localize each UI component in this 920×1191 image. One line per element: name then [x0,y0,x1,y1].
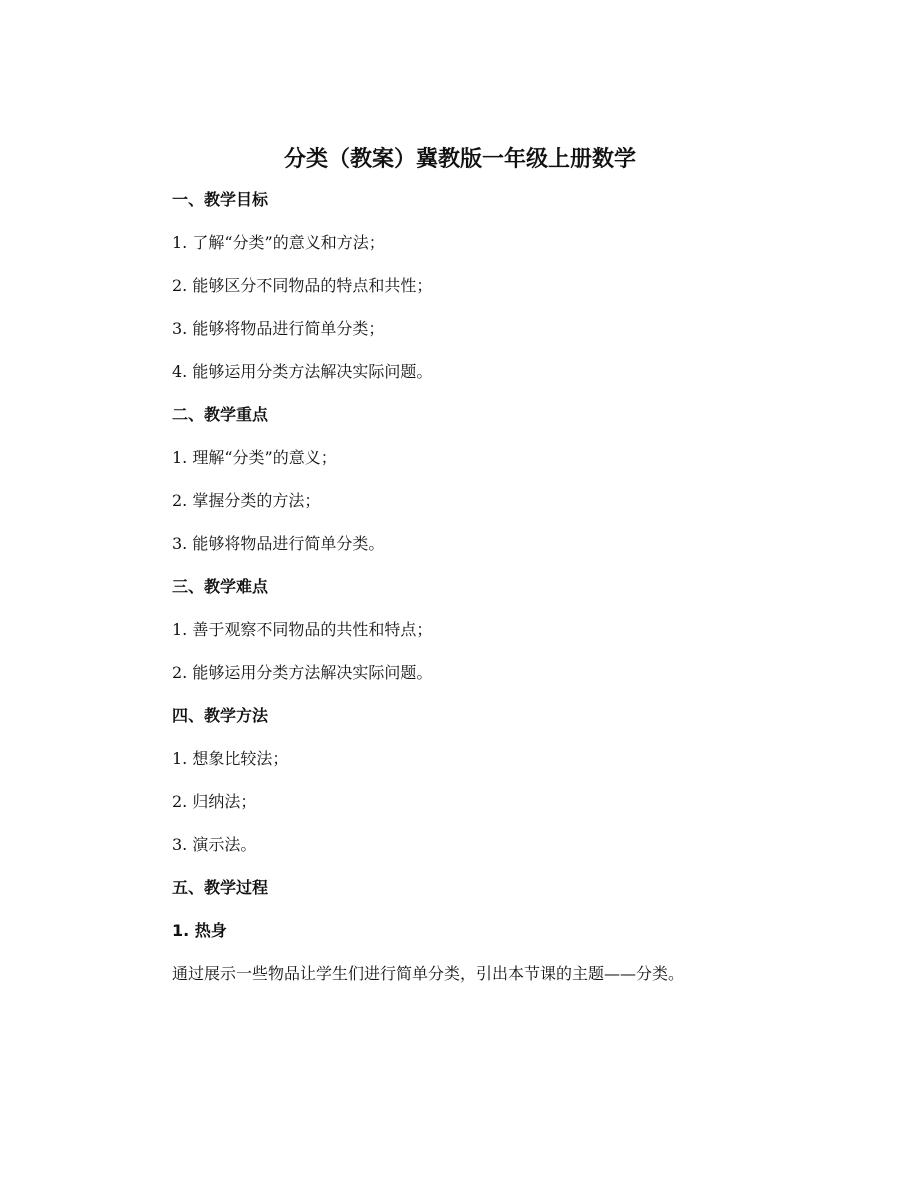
list-item: 1. 想象比较法； [172,749,289,768]
list-item: 1. 了解“分类”的意义和方法； [172,233,385,252]
section-heading-key-points: 二、教学重点 [172,405,269,424]
list-item: 3. 演示法。 [172,835,257,854]
list-item: 1. 理解“分类”的意义； [172,448,337,467]
list-item: 3. 能够将物品进行简单分类。 [172,534,385,553]
section-heading-process: 五、教学过程 [172,878,269,897]
section-heading-difficulties: 三、教学难点 [172,577,269,596]
section-heading-methods: 四、教学方法 [172,706,269,725]
section-heading-objectives: 一、教学目标 [172,190,269,209]
list-item: 2. 能够区分不同物品的特点和共性； [172,276,433,295]
list-item: 3. 能够将物品进行简单分类； [172,319,385,338]
list-item: 2. 能够运用分类方法解决实际问题。 [172,663,433,682]
list-item: 2. 掌握分类的方法； [172,491,321,510]
paragraph: 通过展示一些物品让学生们进行简单分类，引出本节课的主题——分类。 [172,964,685,983]
subheading-warmup: 1. 热身 [172,921,227,940]
document-title: 分类（教案）冀教版一年级上册数学 [283,147,636,172]
list-item: 4. 能够运用分类方法解决实际问题。 [172,362,433,381]
list-item: 1. 善于观察不同物品的共性和特点； [172,620,433,639]
list-item: 2. 归纳法； [172,792,257,811]
